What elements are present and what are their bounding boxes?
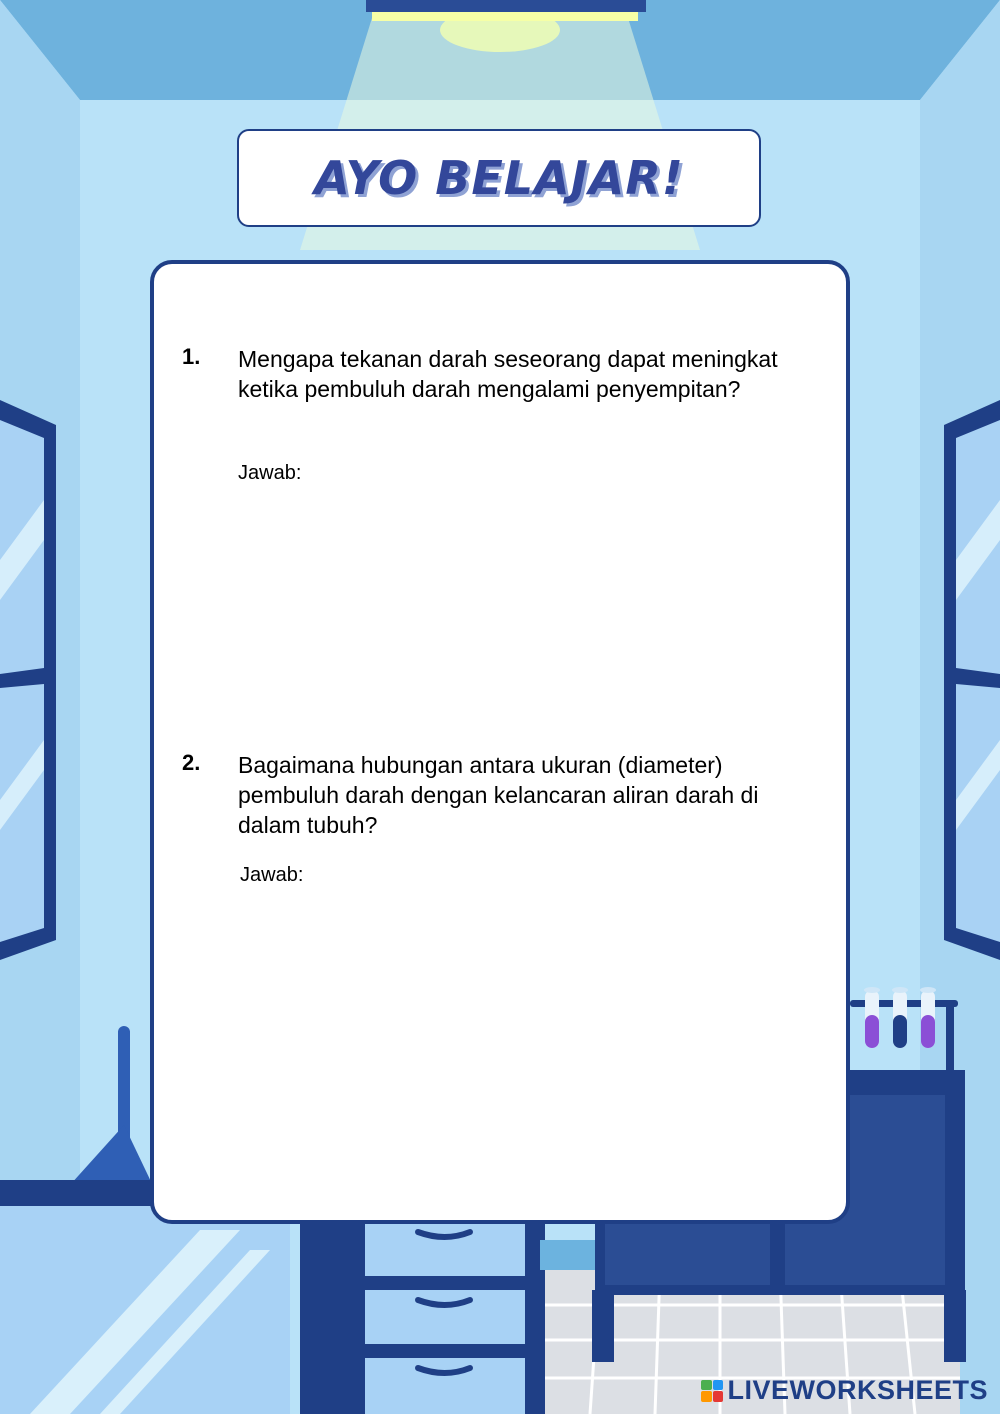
liveworksheets-logo-icon bbox=[701, 1380, 723, 1402]
question-card bbox=[150, 260, 850, 1224]
question-number: 2. bbox=[182, 750, 201, 775]
answer-label: Jawab: bbox=[238, 462, 302, 484]
liveworksheets-watermark[interactable] bbox=[701, 1375, 988, 1406]
answer-label: Jawab: bbox=[240, 864, 304, 886]
question-number: 1. bbox=[182, 344, 201, 369]
watermark-text: LIVEWORKSHEETS bbox=[727, 1375, 988, 1405]
question-text: Bagaimana hubungan antara ukuran (diameter) pembuluh darah dengan kelancaran aliran darah di dalam tubuh? bbox=[238, 752, 759, 838]
page-title: AYO BELAJAR! bbox=[314, 151, 684, 205]
title-banner bbox=[237, 129, 761, 227]
question-text: Mengapa tekanan darah seseorang dapat meningkat ketika pembuluh darah mengalami penyempitan? bbox=[238, 346, 778, 402]
